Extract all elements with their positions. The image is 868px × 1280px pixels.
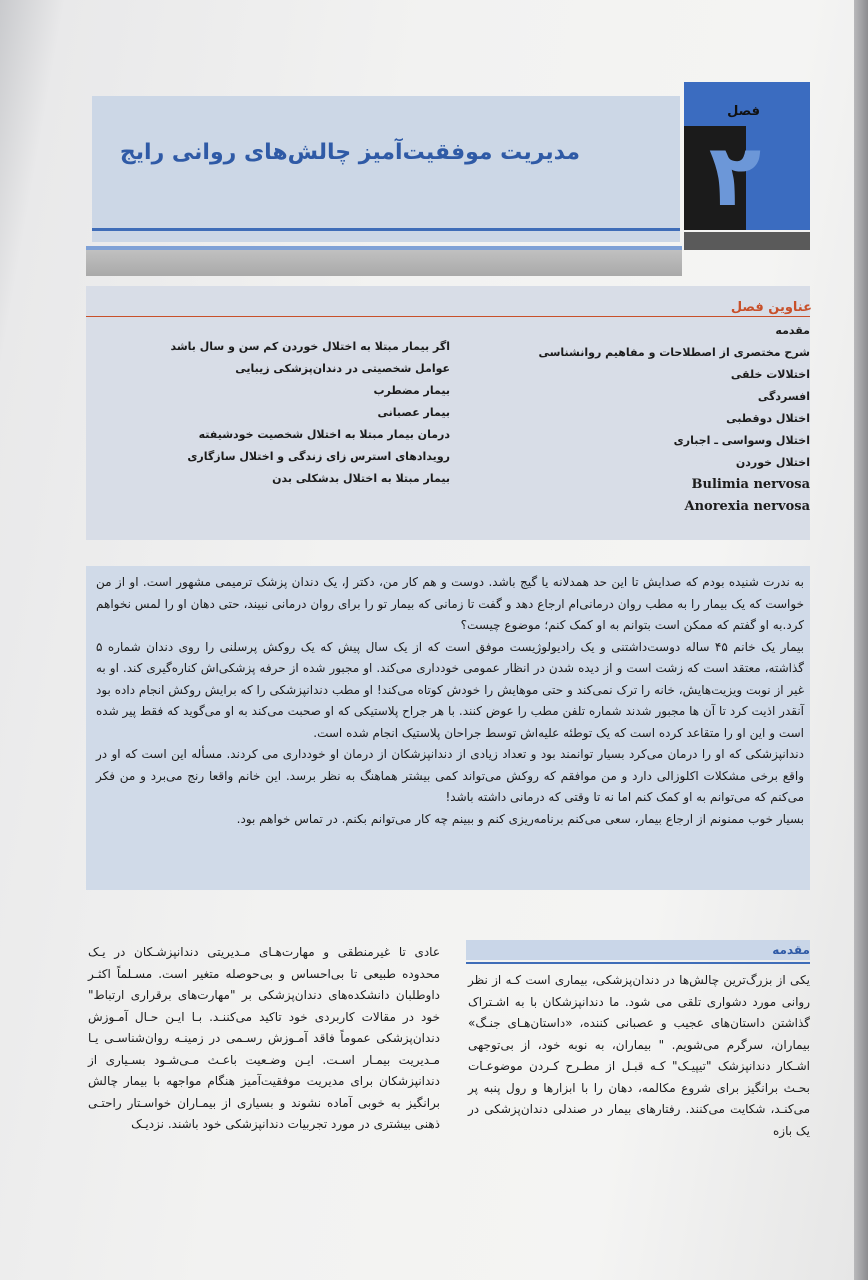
contents-item: بیمار مضطرب [373, 384, 450, 397]
intro-left-column: عادی تا غیرمنطقی و مهارت‌هـای مـدیریتی دندانپزشـکان در یـک محدوده طبیعی تا بی‌احساس و بی‌حوصله متغیر است. مسـلماً اکثـر داوطلبان دانشکده‌های دندان‌پزشکی بر "مهارت‌های برقراری ارتباط" خود در مقالات کاربردی خود تاکید می‌کننـد. بـا ایـن حـال آمـوزش دندان‌پزشکی عموماً فاقد آمـوزش رسـمی در زمینـه روان‌شناسـی یـا مـدیریت بیمـار اسـت. ایـن وضـعیت باعـث مـی‌شـود بسـیاری از دندانپزشکان برای مدیریت موفقیت‌آمیز هنگام مواجهه با بیمار چالش برانگیز به خوبی آماده نشوند و بسیاری از بیمـاران خواسـتار راحتـی ذهنی بیشتری در مورد تجربیات دندانپزشکی خود باشند. نزدیـک [88, 945, 440, 1131]
contents-item: شرح مختصری از اصطلاحات و مفاهیم روانشناسی [538, 346, 810, 359]
contents-item: رویدادهای استرس زای زندگی و اختلال سازگاری [187, 450, 450, 463]
contents-item: درمان بیمار مبتلا به اختلال شخصیت خودشیفته [198, 428, 450, 441]
header-shadow-bar [86, 246, 682, 276]
contents-item: اختلال خوردن [735, 456, 810, 469]
title-underline [92, 228, 680, 231]
contents-item: اختلال وسواسی ـ اجباری [673, 434, 810, 447]
chapter-label: فصل [727, 104, 760, 119]
page-edge [854, 0, 868, 1280]
header-bar-stripe [86, 246, 682, 250]
contents-item: بیمار مبتلا به اختلال بدشکلی بدن [272, 472, 450, 485]
chapter-title: مدیریت موفقیت‌آمیز چالش‌های روانی رایج [119, 140, 580, 165]
intro-right-column: یکی از بزرگ‌ترین چالش‌ها در دندان‌پزشکی، بیماری است کـه از نظر روانی مورد دشواری تلقی می شود. ما دندانپزشکان با به اشـتراک گذاشتن داستان‌های عجیب و عصبانی کننده، «داستان‌هـای جنـگ» بیماران، سرگرم می‌شویم. " بیماران، به نوبه خود، از بی‌توجهی اشـکار دندانپزشک "تیپیـک" کـه قبـل از مطـرح کـردن موضوعـات بحـث برانگیز برای شروع مکالمه، دهان را با ابزارها و رول پنبه پر می‌کنـد، شکایت می‌کنند. رفتارهای بیمار در صندلی دندان‌پزشکی در یک بازه [468, 973, 810, 1138]
case-paragraph: به ندرت شنیده بودم که صدایش تا این حد همدلانه یا گیج باشد. دوست و هم کار من، دکتر J، یک دندان پزشک ترمیمی مشهور است. او از من خواست که یک بیمار را به مطب روان درمانی‌ام ارجاع دهد و گفت تا زمانی که بیمار تو را برای روان درمانی نبیند، حتی دهان او را لمس نخواهم کرد.به او گفتم که ممکن است بتوانم به او کمک کنم؛ موضوع چیست؟ [96, 575, 804, 632]
chapter-badge-foot [684, 232, 810, 250]
contents-left-column [150, 336, 450, 490]
contents-item: Bulimia nervosa [691, 477, 810, 492]
case-paragraph: بیمار یک خانم ۴۵ ساله دوست‌داشتنی و یک رادیولوژیست موفق است که از یک سال پیش که یک روکش پرسلنی را روی دندان شماره ۵ گذاشته، معتقد است که زشت است و از دیده شدن در انظار عمومی خودداری می‌کند. او مجبور شده از حرفه پزشکی‌اش کناره‌گیری کند. او به غیر از نوبت ویزیت‌هایش، خانه را ترک نمی‌کند و حتی موهایش را خودش کوتاه می‌کند! او مطب دندانپزشکی را که برایش روکش انجام داده بود آنقدر اذیت کرد تا آن ها مجبور شدند شماره تلفن مطب را عوض کنند. با هر جراح پلاستیکی که او صحبت می‌کند به او می‌گوید که فقط پیر شده است و این او را متقاعد کرده است که یک توطئه علیه‌اش توسط جراحان پلاستیک انجام شده است. [96, 639, 804, 740]
contents-divider [86, 316, 810, 317]
intro-heading: مقدمه [772, 943, 810, 957]
contents-item: مقدمه [775, 324, 810, 337]
intro-heading-underline [466, 962, 810, 964]
contents-item: بیمار عصبانی [377, 406, 450, 419]
chapter-title-banner [92, 96, 680, 242]
contents-item: Anorexia nervosa [684, 499, 810, 514]
contents-item: اگر بیمار مبتلا به اختلال خوردن کم سن و سال باشد [170, 340, 450, 353]
case-paragraph: دندانپزشکی که او را درمان می‌کرد بسیار توانمند بود و تعداد زیادی از دندانپزشکان از درمان او خودداری می کردند. مسأله این است که او در واقع برخی مشکلات اکلوزالی دارد و من موافقم که روکش می‌تواند کمی بیشتر هماهنگ به نظر برسد. این خانم واقعا رنج می‌برد و من فکر می‌کنم که می‌توانم به او کمک کنم اما نه تا وقتی که درمانی داشته باشد! [96, 747, 804, 804]
case-paragraph: بسیار خوب ممنونم از ارجاع بیمار، سعی می‌کنم برنامه‌ریزی کنم و ببینم چه کار می‌توانم بکنم. در تماس خواهم بود. [236, 811, 804, 826]
case-study-text [96, 572, 804, 830]
contents-right-column [520, 320, 810, 518]
contents-heading: عناوین فصل [730, 300, 812, 315]
contents-item: اختلال دوقطبی [726, 412, 810, 425]
contents-item: افسردگی [757, 390, 810, 403]
contents-item: اختلالات خلقی [730, 368, 810, 381]
chapter-number: ۲ [708, 126, 762, 226]
contents-item: عوامل شخصیتی در دندان‌پزشکی زیبایی [235, 362, 450, 375]
